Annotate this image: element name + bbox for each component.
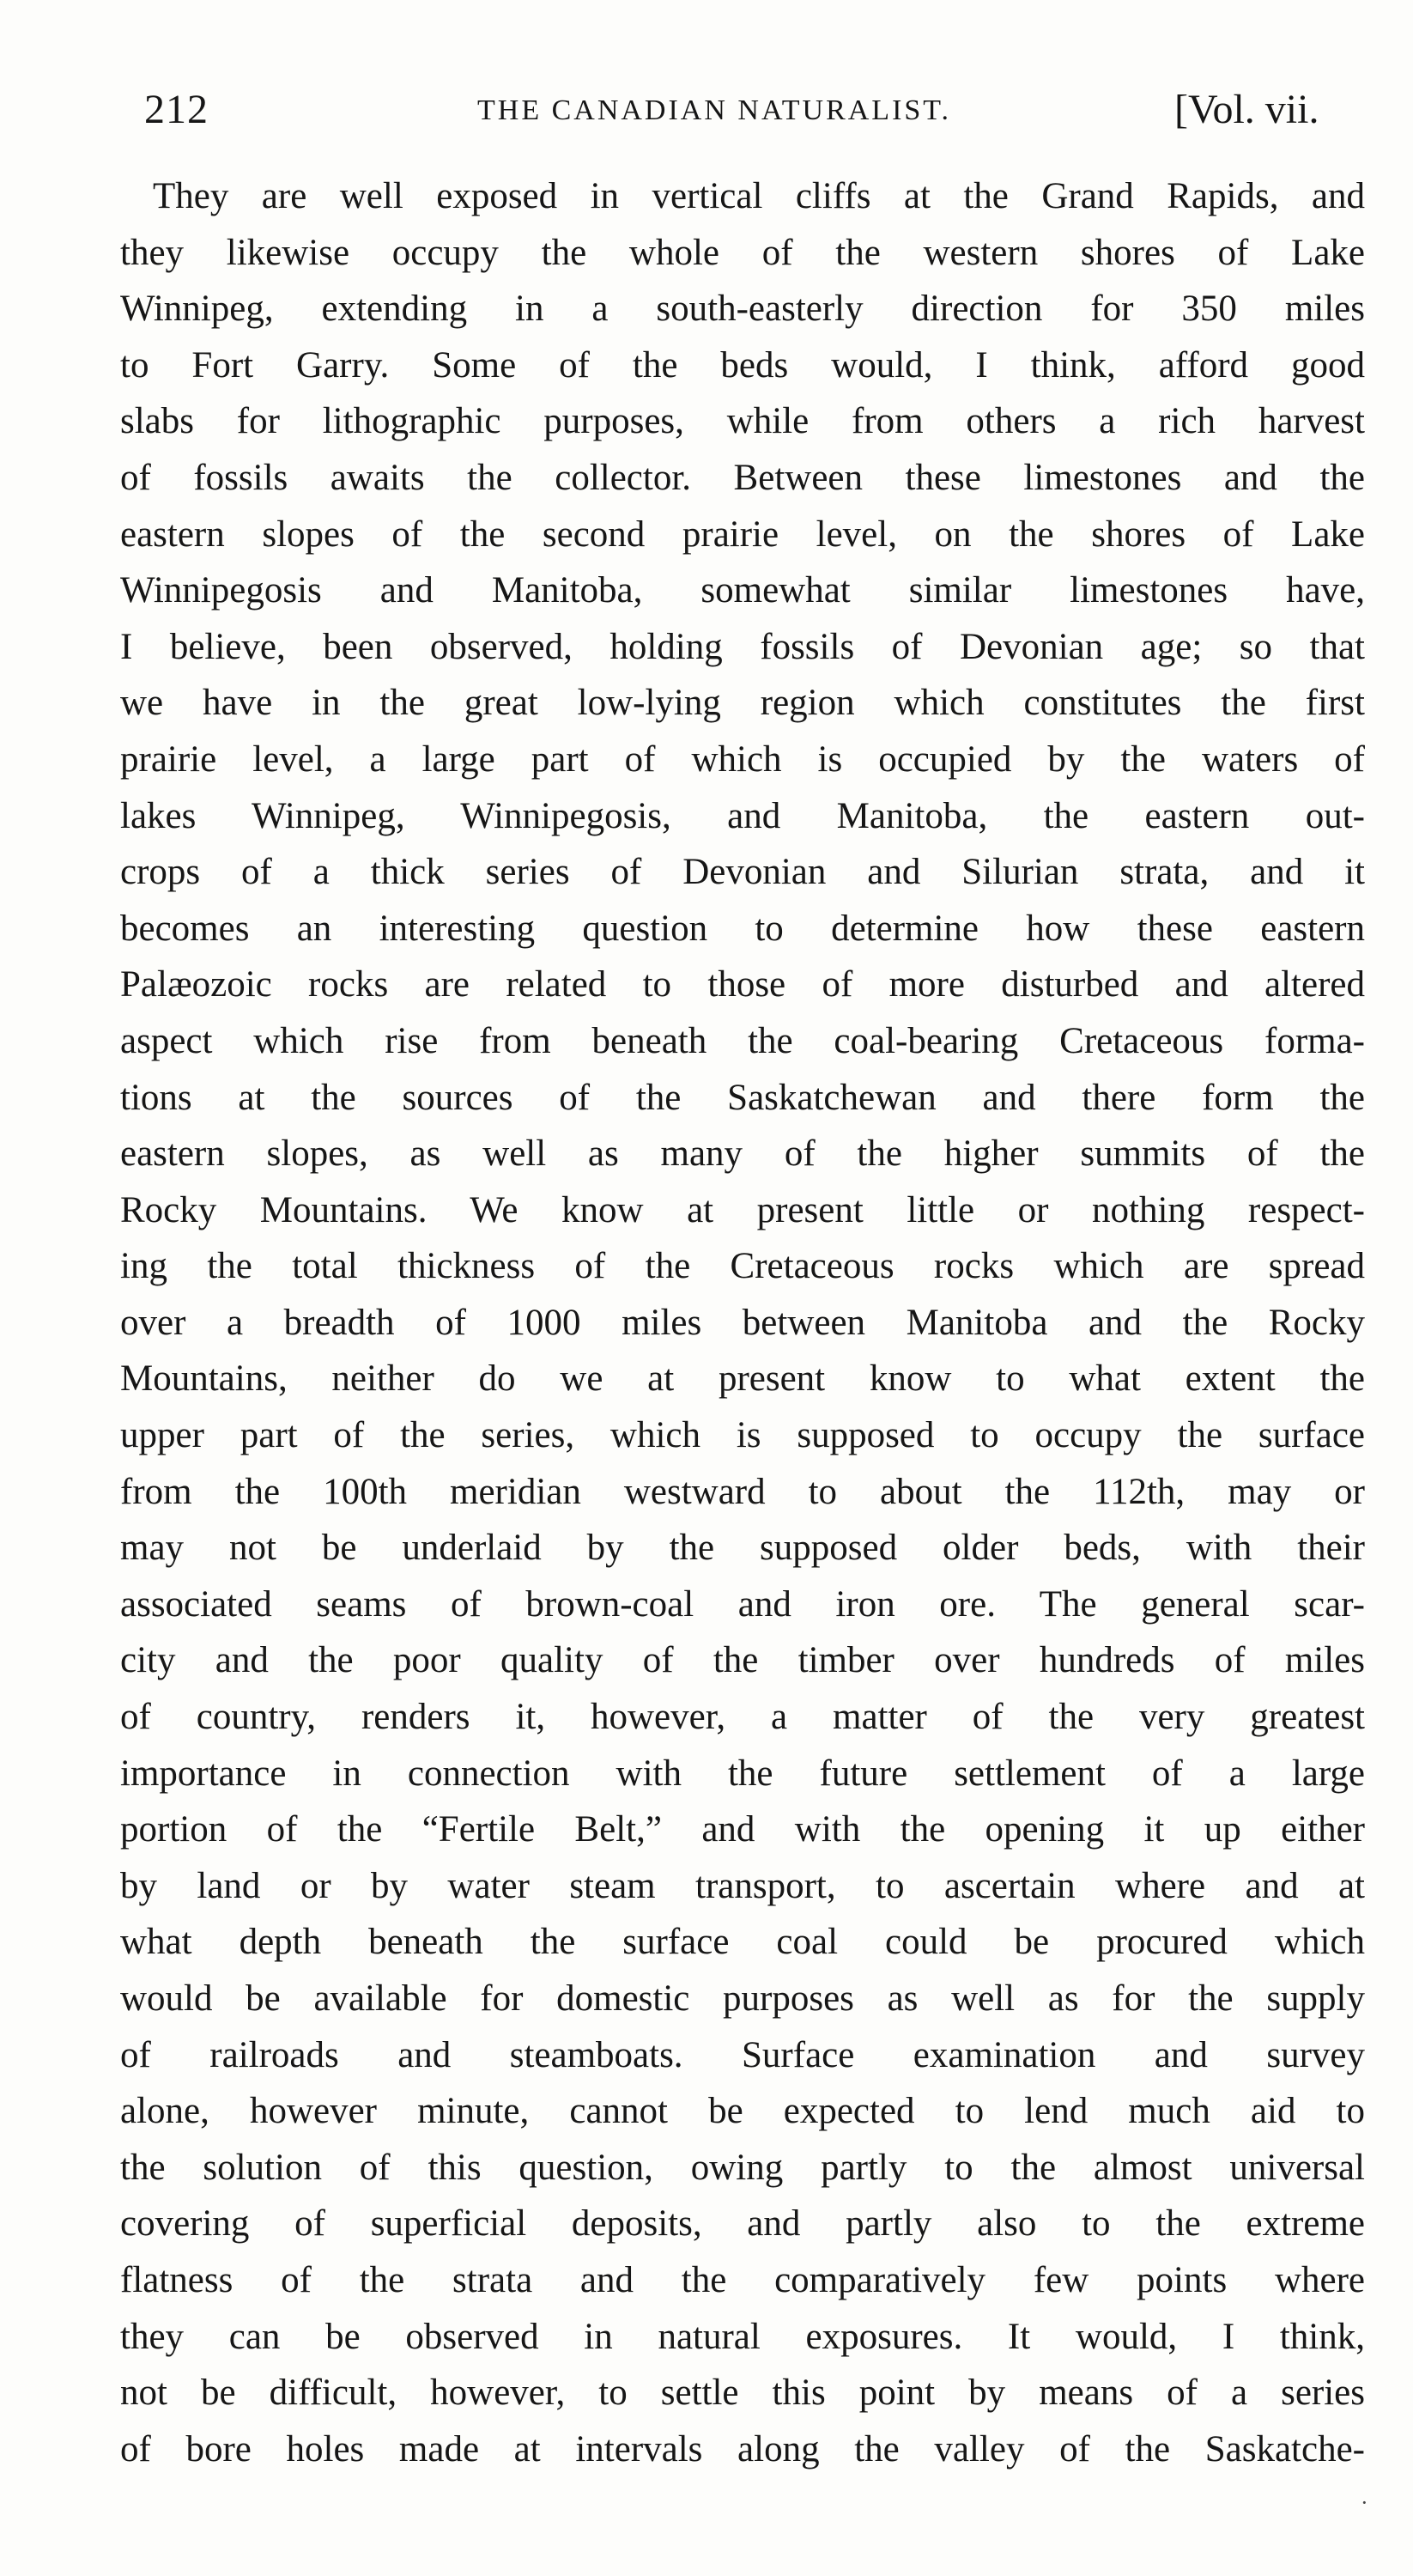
text-line: city and the poor quality of the timber over hundreds of miles bbox=[120, 1640, 1365, 1681]
text-line: covering of superficial deposits, and partly also to the extreme bbox=[120, 2203, 1365, 2245]
text-line: upper part of the series, which is supposed to occupy the surface bbox=[120, 1415, 1365, 1456]
text-line: Rocky Mountains. We know at present little or nothing respect- bbox=[120, 1189, 1365, 1230]
text-line: tions at the sources of the Saskatchewan and there form the bbox=[120, 1077, 1365, 1118]
text-line: Winnipegosis and Manitoba, somewhat similar limestones have, bbox=[120, 570, 1365, 611]
text-line: they can be observed in natural exposures. It would, I think, bbox=[120, 2316, 1365, 2357]
text-line: the solution of this question, owing partly to the almost universal bbox=[120, 2147, 1365, 2188]
text-line: eastern slopes of the second prairie level, on the shores of Lake bbox=[120, 513, 1365, 555]
volume-label: [Vol. vii. bbox=[1174, 87, 1319, 132]
text-line: of country, renders it, however, a matter of the very greatest bbox=[120, 1697, 1365, 1738]
text-line: to Fort Garry. Some of the beds would, I think, afford good bbox=[120, 344, 1365, 386]
text-line: importance in connection with the future settlement of a large bbox=[120, 1753, 1365, 1794]
text-line: lakes Winnipeg, Winnipegosis, and Manitoba, the eastern out- bbox=[120, 795, 1365, 836]
text-line: from the 100th meridian westward to about the 112th, may or bbox=[120, 1471, 1365, 1512]
text-line: by land or by water steam transport, to ascertain where and at bbox=[120, 1865, 1365, 1906]
text-line: alone, however minute, cannot be expected to lend much aid to bbox=[120, 2091, 1365, 2132]
text-line: of fossils awaits the collector. Between these limestones and the bbox=[120, 457, 1365, 498]
text-line: flatness of the strata and the comparatively few points where bbox=[120, 2259, 1365, 2300]
body-text bbox=[120, 168, 1365, 2477]
text-line: crops of a thick series of Devonian and Silurian strata, and it bbox=[120, 852, 1365, 893]
text-line: over a breadth of 1000 miles between Manitoba and the Rocky bbox=[120, 1302, 1365, 1343]
text-line: associated seams of brown-coal and iron ore. The general scar- bbox=[120, 1583, 1365, 1625]
text-line: Winnipeg, extending in a south-easterly direction for 350 miles bbox=[120, 289, 1365, 330]
text-line: becomes an interesting question to determine how these eastern bbox=[120, 908, 1365, 949]
text-line: slabs for lithographic purposes, while from others a rich harvest bbox=[120, 401, 1365, 442]
text-line: Mountains, neither do we at present know to what extent the bbox=[120, 1358, 1365, 1400]
text-line: ing the total thickness of the Cretaceous rocks which are spread bbox=[120, 1246, 1365, 1287]
text-line: eastern slopes, as well as many of the higher summits of the bbox=[120, 1133, 1365, 1175]
running-head bbox=[144, 86, 1413, 137]
text-line: of railroads and steamboats. Surface examination and survey bbox=[120, 2034, 1365, 2075]
text-line: They are well exposed in vertical cliffs at the Grand Rapids, and bbox=[153, 176, 1365, 216]
text-line: aspect which rise from beneath the coal-bearing Cretaceous forma- bbox=[120, 1020, 1365, 1061]
text-line: would be available for domestic purposes as well as for the supply bbox=[120, 1978, 1365, 2019]
text-line: they likewise occupy the whole of the western shores of Lake bbox=[120, 232, 1365, 273]
text-line: prairie level, a large part of which is occupied by the waters of bbox=[120, 738, 1365, 780]
text-line: portion of the “Fertile Belt,” and with the opening it up either bbox=[120, 1809, 1365, 1850]
text-line: of bore holes made at intervals along the valley of the Saskatche- bbox=[120, 2428, 1365, 2470]
text-line: may not be underlaid by the supposed older beds, with their bbox=[120, 1528, 1365, 1569]
text-line: we have in the great low-lying region which constitutes the first bbox=[120, 683, 1365, 724]
text-line: what depth beneath the surface coal could be procured which bbox=[120, 1922, 1365, 1963]
text-line: not be difficult, however, to settle this point by means of a series bbox=[120, 2372, 1365, 2414]
journal-title: THE CANADIAN NATURALIST. bbox=[477, 94, 952, 126]
text-line: I believe, been observed, holding fossils of Devonian age; so that bbox=[120, 626, 1365, 667]
page-number: 212 bbox=[144, 87, 209, 132]
text-line: Palæozoic rocks are related to those of more disturbed and altered bbox=[120, 964, 1365, 1005]
stray-ink-mark: · bbox=[1361, 2490, 1368, 2515]
